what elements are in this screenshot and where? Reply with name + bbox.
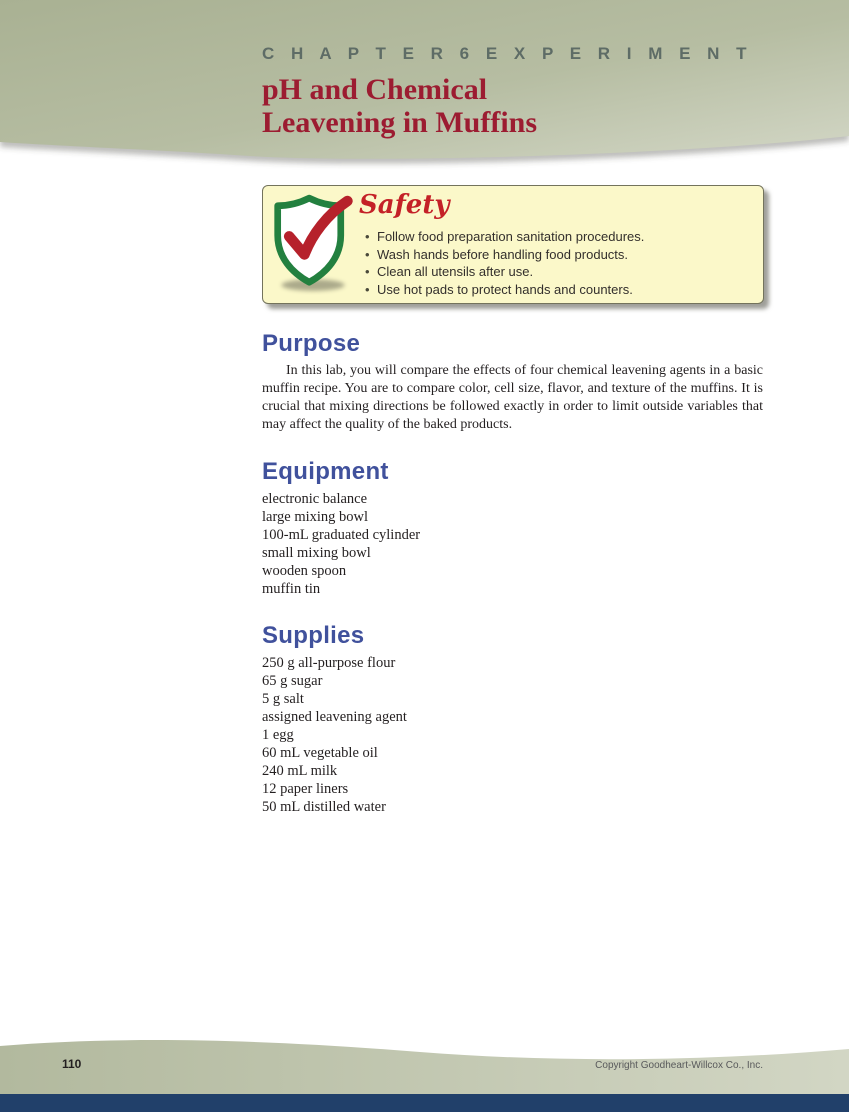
supplies-item: 12 paper liners xyxy=(262,781,349,797)
safety-title: Safety xyxy=(359,190,450,220)
chapter-eyebrow: C H A P T E R 6 E X P E R I M E N T xyxy=(262,44,753,63)
purpose-paragraph: In this lab, you will compare the effects of four chemical leavening agents in a basic muffin recipe. You are to compare color, cell size, flavor, and texture of the muffins. It is crucial that mixing directions be followed exactly in order to limit outside variables that may affect the quality of the baked products. xyxy=(262,363,763,432)
supplies-item: 250 g all-purpose flour xyxy=(262,655,396,671)
supplies-item: assigned leavening agent xyxy=(262,709,407,725)
equipment-item: small mixing bowl xyxy=(262,545,371,561)
safety-callout xyxy=(262,185,764,304)
safety-item: • Wash hands before handling food products. xyxy=(365,246,644,264)
page-number: 110 xyxy=(62,1057,82,1071)
equipment-item: muffin tin xyxy=(262,581,321,597)
page-title xyxy=(262,73,753,139)
supplies-heading: Supplies xyxy=(262,622,365,649)
footer-navy-strip xyxy=(0,1094,849,1112)
supplies-item: 50 mL distilled water xyxy=(262,799,386,815)
title-line-2: Leavening in Muffins xyxy=(262,106,538,139)
title-line-1: pH and Chemical xyxy=(262,73,488,106)
supplies-item: 240 mL milk xyxy=(262,763,338,779)
safety-item: • Clean all utensils after use. xyxy=(365,263,644,281)
supplies-item: 1 egg xyxy=(262,727,294,743)
supplies-item: 60 mL vegetable oil xyxy=(262,745,378,761)
equipment-item: wooden spoon xyxy=(262,563,347,579)
equipment-heading: Equipment xyxy=(262,458,389,485)
safety-list xyxy=(365,228,644,298)
equipment-item: large mixing bowl xyxy=(262,509,369,525)
safety-item: • Follow food preparation sanitation procedures. xyxy=(365,228,644,246)
equipment-item: electronic balance xyxy=(262,491,368,507)
supplies-item: 65 g sugar xyxy=(262,673,323,689)
equipment-item: 100-mL graduated cylinder xyxy=(262,527,421,543)
safety-item: • Use hot pads to protect hands and counters. xyxy=(365,281,644,299)
supplies-item: 5 g salt xyxy=(262,691,304,707)
footer-band xyxy=(0,1030,849,1112)
supplies-list xyxy=(262,654,763,816)
equipment-list xyxy=(262,490,763,598)
chapter-header xyxy=(262,44,753,139)
copyright-notice: Copyright Goodheart-Willcox Co., Inc. xyxy=(595,1060,763,1071)
safety-shield-icon xyxy=(271,193,357,295)
purpose-heading: Purpose xyxy=(262,330,361,357)
